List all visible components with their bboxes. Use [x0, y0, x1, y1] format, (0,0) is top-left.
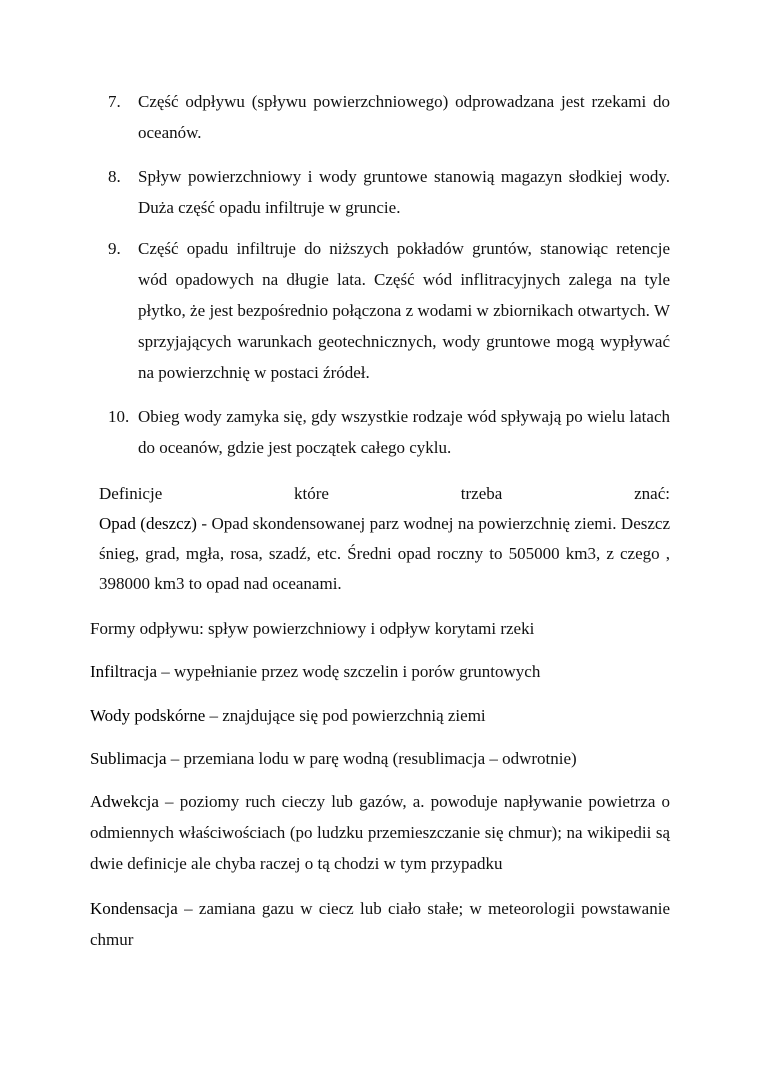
definition-term: Wody podskórne	[90, 706, 206, 725]
definitions-header-word: które	[294, 484, 329, 503]
definitions-header-word: trzeba	[460, 484, 503, 503]
list-number: 7.	[108, 92, 121, 111]
definition-text: – znajdujące się pod powierzchnią ziemi	[205, 706, 486, 725]
definitions-header-word: znać:	[634, 484, 670, 503]
definition-paragraph	[90, 786, 670, 879]
definition-paragraph	[90, 656, 670, 687]
definition-text: – poziomy ruch cieczy lub gazów, a. powoduje napływanie powietrza o odmiennych właściwościach (po ludzku przemieszczanie się chmur); na wikipedii są dwie definicje ale chyba raczej o tą chodzi w tym przypadku	[90, 792, 670, 873]
definition-paragraph	[90, 743, 670, 774]
definition-text: – przemiana lodu w parę wodną (resublimacja – odwrotnie)	[166, 749, 577, 768]
list-text: Część odpływu (spływu powierzchniowego) odprowadzana jest rzekami do oceanów.	[138, 92, 670, 142]
definitions-header	[99, 479, 670, 509]
opad-definition	[99, 509, 670, 599]
definition-paragraph	[90, 893, 670, 955]
list-item	[108, 86, 670, 148]
list-text: Obieg wody zamyka się, gdy wszystkie rodzaje wód spływają po wielu latach do oceanów, gdzie jest początek całego cyklu.	[138, 407, 670, 457]
definition-term: Kondensacja	[90, 899, 178, 918]
list-text: Część opadu infiltruje do niższych pokładów gruntów, stanowiąc retencje wód opadowych na długie lata. Część wód inflitracyjnych zalega na tyle płytko, że jest bezpośrednio połączona z wodami w zbiornikach otwartych. W sprzyjających warunkach geotechnicznych, wody gruntowe mogą wypływać na powierzchnię w postaci źródeł.	[138, 239, 670, 382]
list-item	[108, 401, 670, 463]
definitions-block	[99, 479, 670, 599]
definition-paragraph	[90, 700, 670, 731]
formy-odplywu: Formy odpływu: spływ powierzchniowy i odpływ korytami rzeki	[90, 619, 535, 638]
list-item	[108, 161, 670, 223]
list-number: 8.	[108, 167, 121, 186]
list-number: 9.	[108, 239, 121, 258]
list-text: Spływ powierzchniowy i wody gruntowe stanowią magazyn słodkiej wody. Duża część opadu infiltruje w gruncie.	[138, 167, 670, 217]
list-number: 10.	[108, 407, 130, 426]
definition-term: Opad (deszcz)	[99, 514, 197, 533]
list-item	[108, 233, 670, 388]
definition-term: Infiltracja	[90, 662, 158, 681]
definition-text: – zamiana gazu w ciecz lub ciało stałe; w meteorologii powstawanie chmur	[90, 899, 670, 949]
definition-text: - Opad skondensowanej parz wodnej na powierzchnię ziemi. Deszcz śnieg, grad, mgła, rosa, szadź, etc. Średni opad roczny to 505000 km3, z czego , 398000 km3 to opad nad oceanami.	[99, 514, 670, 593]
definition-term: Sublimacja	[90, 749, 167, 768]
definition-term: Adwekcja	[90, 792, 159, 811]
definition-text: – wypełnianie przez wodę szczelin i porów gruntowych	[157, 662, 541, 681]
definitions-header-word: Definicje	[99, 484, 163, 503]
